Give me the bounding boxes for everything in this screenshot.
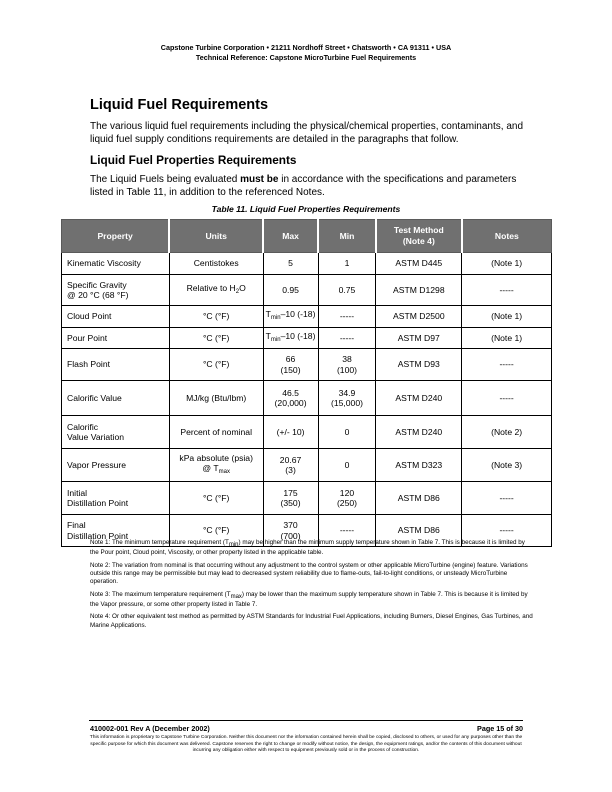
cell-notes: ----- bbox=[462, 349, 552, 381]
unit-text: O bbox=[239, 282, 246, 293]
cell-max: (+/- 10) bbox=[263, 416, 318, 449]
table-header-row bbox=[62, 220, 552, 253]
cell-min: 0 bbox=[318, 416, 376, 449]
subsection-text bbox=[90, 173, 530, 199]
cell-max bbox=[263, 482, 318, 515]
cell-line: Initial bbox=[67, 487, 88, 498]
cell-line: 66 bbox=[285, 354, 296, 364]
unit-subscript: 2 bbox=[235, 288, 240, 295]
cell-notes: (Note 2) bbox=[462, 416, 552, 449]
cell-line: (250) bbox=[336, 498, 357, 508]
cell-units: °C (°F) bbox=[169, 482, 263, 515]
cell-units: Percent of nominal bbox=[169, 416, 263, 449]
cell-min bbox=[318, 482, 376, 515]
table-row bbox=[62, 253, 552, 275]
cell-property: Flash Point bbox=[62, 349, 170, 381]
cell-line: 120 bbox=[339, 487, 355, 498]
header-max: Max bbox=[263, 220, 318, 253]
t-subscript: min bbox=[270, 336, 281, 343]
cell-max bbox=[263, 328, 318, 349]
cell-line: @ 20 °C (68 °F) bbox=[67, 290, 129, 300]
cell-line: (15,000) bbox=[330, 398, 363, 408]
cell-min bbox=[318, 381, 376, 416]
cell-notes: (Note 1) bbox=[462, 306, 552, 328]
table-row bbox=[62, 449, 552, 482]
header-address: Capstone Turbine Corporation • 21211 Nordhoff Street • Chatsworth • CA 91311 • USA bbox=[160, 43, 452, 52]
cell-test: ASTM D240 bbox=[376, 416, 462, 449]
cell-units: °C (°F) bbox=[169, 306, 263, 328]
section-intro: The various liquid fuel requirements including the physical/chemical properties, contaminants, and liquid fuel supply conditions requirements are detailed in the paragraphs that follow. bbox=[90, 121, 524, 145]
cell-notes: ----- bbox=[462, 381, 552, 416]
t-symbol: T bbox=[265, 309, 271, 320]
cell-property: Calorific Value bbox=[62, 381, 170, 416]
header-units: Units bbox=[169, 220, 263, 253]
max-value: –10 (-18) bbox=[280, 330, 316, 341]
cell-test: ASTM D93 bbox=[376, 349, 462, 381]
cell-max bbox=[263, 449, 318, 482]
table-row bbox=[62, 275, 552, 306]
header-min: Min bbox=[318, 220, 376, 253]
cell-units: Centistokes bbox=[169, 253, 263, 275]
cell-line: 20.67 bbox=[279, 454, 302, 465]
cell-units: °C (°F) bbox=[169, 328, 263, 349]
cell-test: ASTM D97 bbox=[376, 328, 462, 349]
cell-min: 0 bbox=[318, 449, 376, 482]
cell-line: 175 bbox=[283, 487, 298, 498]
header-doc-title: Technical Reference: Capstone MicroTurbine Fuel Requirements bbox=[195, 52, 417, 62]
cell-max: 5 bbox=[263, 253, 318, 275]
cell-test: ASTM D86 bbox=[376, 515, 462, 547]
cell-property: Cloud Point bbox=[62, 306, 170, 328]
cell-max: 0.95 bbox=[263, 275, 318, 306]
cell-max bbox=[263, 381, 318, 416]
cell-notes: ----- bbox=[462, 482, 552, 515]
table-notes bbox=[90, 539, 535, 634]
cell-test: ASTM D445 bbox=[376, 253, 462, 275]
cell-max bbox=[263, 306, 318, 328]
cell-min: 1 bbox=[318, 253, 376, 275]
cell-test: ASTM D240 bbox=[376, 381, 462, 416]
t-subscript: min bbox=[270, 315, 281, 322]
header-test-method bbox=[376, 220, 462, 253]
cell-units bbox=[169, 275, 263, 306]
note-text: Note 1: The minimum temperature requirement (T bbox=[90, 539, 229, 546]
cell-line: (3) bbox=[285, 465, 296, 475]
cell-notes: (Note 1) bbox=[462, 328, 552, 349]
cell-units: °C (°F) bbox=[169, 515, 263, 547]
cell-line: Distillation Point bbox=[67, 498, 129, 508]
note-1 bbox=[90, 539, 535, 557]
t-subscript: min bbox=[228, 542, 239, 548]
cell-property: Kinematic Viscosity bbox=[62, 253, 170, 275]
header-property: Property bbox=[62, 220, 170, 253]
cell-line: (150) bbox=[280, 364, 301, 375]
table-row bbox=[62, 328, 552, 349]
cell-test: ASTM D323 bbox=[376, 449, 462, 482]
cell-line: Calorific bbox=[67, 421, 99, 432]
table-row bbox=[62, 381, 552, 416]
note-3 bbox=[90, 591, 535, 609]
t-symbol: T bbox=[213, 463, 219, 473]
header-test-method-line1: Test Method bbox=[393, 225, 444, 235]
note-text: ) may be lower than the maximum supply temperature shown in Table 7. This is because it is limited by the Vapor pressure, or some other property listed in Table 7. bbox=[90, 590, 528, 608]
cell-property: Pour Point bbox=[62, 328, 170, 349]
cell-property: Vapor Pressure bbox=[62, 449, 170, 482]
text-part: The Liquid Fuels being evaluated bbox=[90, 174, 241, 185]
table-row bbox=[62, 416, 552, 449]
cell-min: ----- bbox=[318, 328, 376, 349]
cell-test: ASTM D1298 bbox=[376, 275, 462, 306]
cell-line bbox=[172, 463, 261, 478]
footer-disclaimer: This information is proprietary to Capstone Turbine Corporation. Neither this document nor the information contained herein shall be copied, disclosed to others, or used for any purposes other than the specific purpose for which this document was delivered. Capstone reserves the right to change or modify without notice, the design, the equipment ratings, and/or the contents of this document without incurring any obligation either with respect to equipment previously sold or in the process of construction. bbox=[89, 735, 523, 754]
cell-min bbox=[318, 349, 376, 381]
cell-line: 370 bbox=[283, 520, 298, 530]
max-value: –10 (-18) bbox=[280, 309, 316, 320]
cell-line: (100) bbox=[336, 364, 357, 375]
fuel-properties-table bbox=[61, 219, 552, 547]
table-row bbox=[62, 349, 552, 381]
cell-line: Value Variation bbox=[67, 432, 125, 442]
footer-page-number: Page 15 of 30 bbox=[477, 724, 523, 733]
cell-line: kPa absolute (psia) bbox=[179, 452, 253, 463]
cell-line: Distillation Point bbox=[67, 530, 129, 541]
note-text: Note 3: The maximum temperature requirement (T bbox=[90, 590, 231, 598]
footer-doc-id: 410002-001 Rev A (December 2002) bbox=[90, 724, 210, 733]
cell-max bbox=[263, 349, 318, 381]
cell-line: (350) bbox=[280, 498, 301, 508]
cell-property bbox=[62, 275, 170, 306]
table-row bbox=[62, 306, 552, 328]
cell-notes: (Note 3) bbox=[462, 449, 552, 482]
cell-line: (700) bbox=[280, 530, 301, 541]
cell-property bbox=[62, 482, 170, 515]
t-subscript: max bbox=[218, 469, 230, 475]
cell-property bbox=[62, 416, 170, 449]
unit-text: @ bbox=[202, 463, 214, 473]
cell-units bbox=[169, 449, 263, 482]
text-bold: must be bbox=[240, 174, 279, 185]
cell-line: (20,000) bbox=[274, 398, 307, 408]
cell-test: ASTM D2500 bbox=[376, 306, 462, 328]
header-notes: Notes bbox=[462, 220, 552, 253]
footer-divider bbox=[89, 720, 523, 721]
section-title: Liquid Fuel Requirements bbox=[90, 97, 269, 113]
cell-test: ASTM D86 bbox=[376, 482, 462, 515]
cell-min: ----- bbox=[318, 515, 376, 547]
note-4: Note 4: Or other equivalent test method as permitted by ASTM Standards for Industrial Fuel Applications, including Burners, Diesel Engines, Gas Turbines, and Marine Applications. bbox=[90, 613, 533, 629]
t-subscript: max bbox=[230, 593, 242, 600]
table-row bbox=[62, 482, 552, 515]
table-caption: Table 11. Liquid Fuel Properties Requirements bbox=[211, 204, 401, 214]
cell-line: Final bbox=[67, 520, 86, 530]
note-text: ) may be higher than the minimum supply temperature shown in Table 7. This is because it is limited by the Pour point, Cloud point, Viscosity, or other property listed in the applicable table. bbox=[90, 539, 525, 557]
subsection-title: Liquid Fuel Properties Requirements bbox=[90, 153, 297, 167]
cell-units: °C (°F) bbox=[169, 349, 263, 381]
cell-min: 0.75 bbox=[318, 275, 376, 306]
cell-line: Specific Gravity bbox=[67, 279, 127, 290]
cell-min: ----- bbox=[318, 306, 376, 328]
text-part: in accordance with the specifications and parameters listed in Table 11, in addition to the referenced Notes. bbox=[90, 174, 517, 198]
header-test-method-line2: (Note 4) bbox=[402, 236, 435, 246]
cell-notes: ----- bbox=[462, 275, 552, 306]
cell-notes: ----- bbox=[462, 515, 552, 547]
cell-units: MJ/kg (Btu/lbm) bbox=[169, 381, 263, 416]
cell-notes: (Note 1) bbox=[462, 253, 552, 275]
note-2: Note 2: The variation from nominal is that occurring without any adjustment to the control system or other applicable MicroTurbine (engine) feature. Variations outside this range may be permissible but may lead to decreased system reliability due to flame-outs, fail-to-light conditions, or unsteady MicroTurbine operation. bbox=[90, 561, 528, 585]
cell-line: 46.5 bbox=[282, 387, 299, 398]
cell-line: 38 bbox=[342, 354, 352, 364]
page-header bbox=[0, 43, 612, 62]
unit-text: Relative to H bbox=[186, 282, 236, 293]
cell-line: 34.9 bbox=[338, 387, 356, 398]
t-symbol: T bbox=[265, 330, 271, 341]
